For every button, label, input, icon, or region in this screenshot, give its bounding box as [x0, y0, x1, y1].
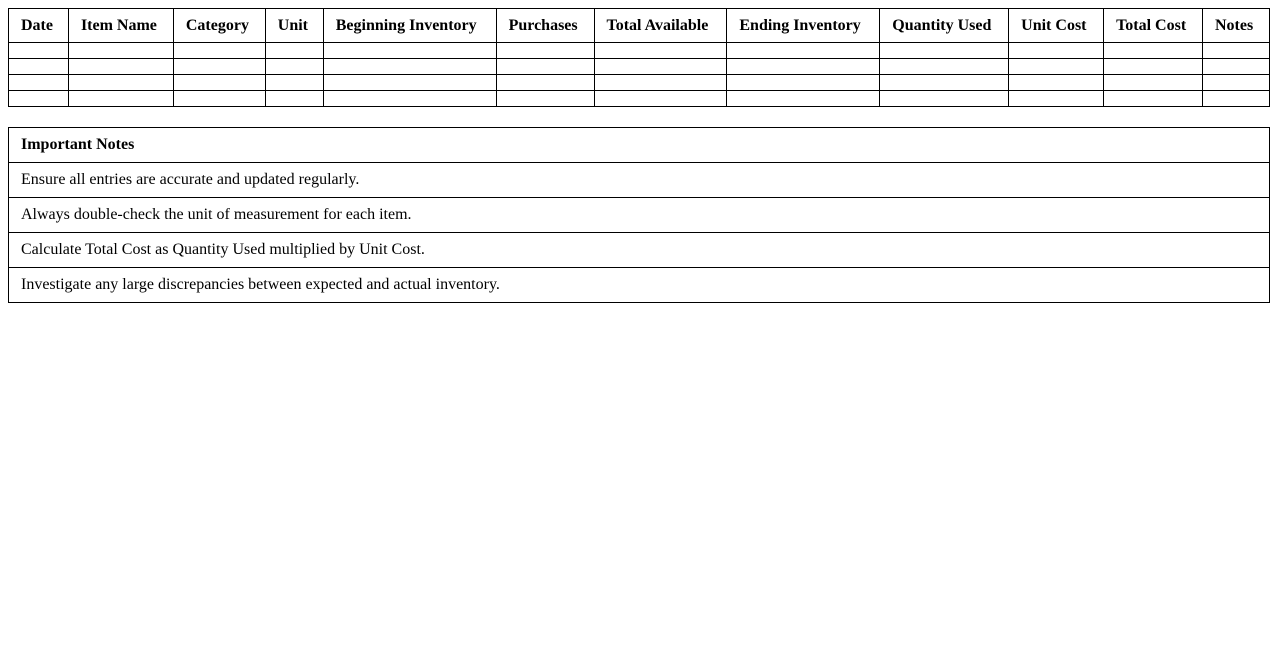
table-row	[9, 43, 1270, 59]
table-cell[interactable]	[1202, 43, 1269, 59]
column-header-unit-cost: Unit Cost	[1009, 9, 1104, 43]
table-cell[interactable]	[68, 59, 173, 75]
table-cell[interactable]	[9, 43, 69, 59]
table-cell[interactable]	[880, 91, 1009, 107]
table-cell[interactable]	[880, 43, 1009, 59]
column-header-date: Date	[9, 9, 69, 43]
table-cell[interactable]	[323, 75, 496, 91]
column-header-ending-inventory: Ending Inventory	[727, 9, 880, 43]
table-cell[interactable]	[173, 43, 265, 59]
table-cell[interactable]	[1202, 59, 1269, 75]
note-item: Calculate Total Cost as Quantity Used multiplied by Unit Cost.	[9, 233, 1270, 268]
table-cell[interactable]	[1202, 91, 1269, 107]
table-cell[interactable]	[173, 91, 265, 107]
table-cell[interactable]	[68, 75, 173, 91]
table-cell[interactable]	[9, 59, 69, 75]
note-item: Ensure all entries are accurate and updated regularly.	[9, 163, 1270, 198]
column-header-item-name: Item Name	[68, 9, 173, 43]
table-cell[interactable]	[1104, 43, 1203, 59]
note-row	[9, 198, 1270, 233]
table-cell[interactable]	[496, 59, 594, 75]
table-cell[interactable]	[727, 43, 880, 59]
column-header-total-cost: Total Cost	[1104, 9, 1203, 43]
table-cell[interactable]	[727, 59, 880, 75]
important-notes-table	[8, 127, 1270, 303]
table-cell[interactable]	[9, 75, 69, 91]
table-cell[interactable]	[1009, 59, 1104, 75]
table-cell[interactable]	[594, 43, 727, 59]
table-cell[interactable]	[1104, 75, 1203, 91]
column-header-beginning-inventory: Beginning Inventory	[323, 9, 496, 43]
table-cell[interactable]	[594, 75, 727, 91]
table-cell[interactable]	[594, 91, 727, 107]
table-cell[interactable]	[496, 75, 594, 91]
table-cell[interactable]	[1104, 91, 1203, 107]
table-cell[interactable]	[727, 75, 880, 91]
inventory-header-row	[9, 9, 1270, 43]
page	[0, 0, 1278, 311]
table-cell[interactable]	[265, 59, 323, 75]
table-cell[interactable]	[594, 59, 727, 75]
inventory-table	[8, 8, 1270, 107]
table-row	[9, 59, 1270, 75]
table-row	[9, 75, 1270, 91]
table-cell[interactable]	[1009, 43, 1104, 59]
table-cell[interactable]	[1202, 75, 1269, 91]
note-item: Investigate any large discrepancies between expected and actual inventory.	[9, 268, 1270, 303]
table-cell[interactable]	[1009, 75, 1104, 91]
table-row	[9, 91, 1270, 107]
table-cell[interactable]	[265, 43, 323, 59]
table-cell[interactable]	[496, 43, 594, 59]
column-header-total-available: Total Available	[594, 9, 727, 43]
notes-heading: Important Notes	[9, 128, 1270, 163]
table-cell[interactable]	[727, 91, 880, 107]
note-row	[9, 233, 1270, 268]
table-cell[interactable]	[173, 75, 265, 91]
table-cell[interactable]	[1104, 59, 1203, 75]
column-header-purchases: Purchases	[496, 9, 594, 43]
note-row	[9, 268, 1270, 303]
table-cell[interactable]	[323, 43, 496, 59]
table-cell[interactable]	[68, 43, 173, 59]
column-header-unit: Unit	[265, 9, 323, 43]
column-header-notes: Notes	[1202, 9, 1269, 43]
table-cell[interactable]	[265, 75, 323, 91]
table-cell[interactable]	[265, 91, 323, 107]
table-cell[interactable]	[9, 91, 69, 107]
table-cell[interactable]	[323, 59, 496, 75]
column-header-category: Category	[173, 9, 265, 43]
table-cell[interactable]	[323, 91, 496, 107]
table-cell[interactable]	[496, 91, 594, 107]
table-cell[interactable]	[1009, 91, 1104, 107]
column-header-quantity-used: Quantity Used	[880, 9, 1009, 43]
notes-heading-row	[9, 128, 1270, 163]
table-cell[interactable]	[880, 75, 1009, 91]
note-row	[9, 163, 1270, 198]
table-cell[interactable]	[173, 59, 265, 75]
table-cell[interactable]	[68, 91, 173, 107]
table-cell[interactable]	[880, 59, 1009, 75]
note-item: Always double-check the unit of measurement for each item.	[9, 198, 1270, 233]
